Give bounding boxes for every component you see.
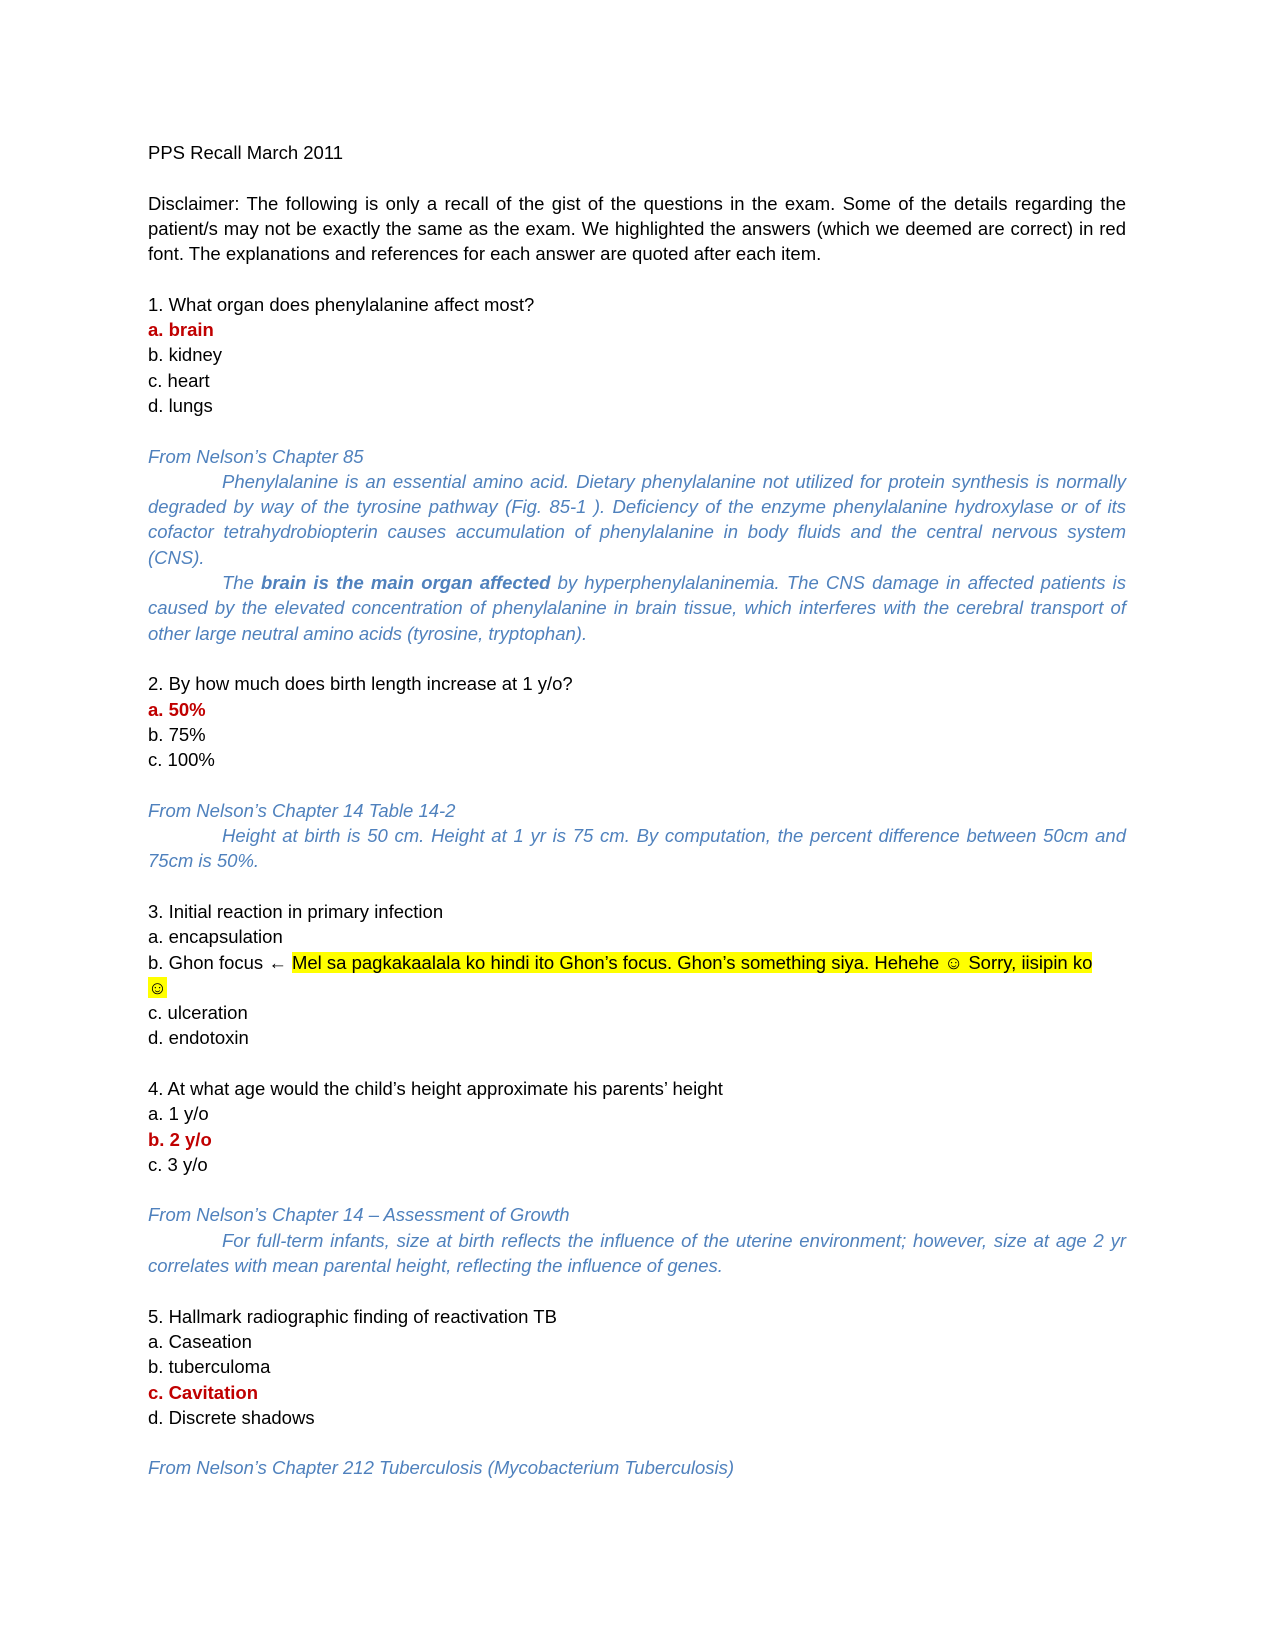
q2-option-c: c. 100% bbox=[148, 749, 215, 771]
q1-explanation-2-bold: brain is the main organ affected bbox=[261, 572, 551, 594]
q2-explanation bbox=[148, 823, 1126, 874]
q1-reference-title: From Nelson’s Chapter 85 bbox=[148, 445, 364, 467]
q5-option-a: a. Caseation bbox=[148, 1330, 252, 1352]
q3-option-b-label: b. Ghon focus bbox=[148, 951, 264, 973]
q4-option-c: c. 3 y/o bbox=[148, 1153, 208, 1175]
q1-option-d: d. lungs bbox=[148, 394, 213, 416]
q5-option-b: b. tuberculoma bbox=[148, 1356, 271, 1378]
q4-explanation-text: For full-term infants, size at birth reflects the influence of the uterine environment; however, size at age 2 yr correlates with mean parental height, reflecting the influence of genes. bbox=[148, 1229, 1126, 1277]
q2-option-a-answer: a. 50% bbox=[148, 698, 206, 720]
question-2: 2. By how much does birth length increase at 1 y/o? bbox=[148, 673, 573, 695]
q2-option-b: b. 75% bbox=[148, 723, 206, 745]
smiley-icon: ☺ bbox=[148, 976, 167, 998]
q5-option-d: d. Discrete shadows bbox=[148, 1406, 315, 1428]
q1-explanation-1 bbox=[148, 469, 1126, 570]
q4-reference-title: From Nelson’s Chapter 14 – Assessment of Growth bbox=[148, 1204, 570, 1226]
question-4: 4. At what age would the child’s height approximate his parents’ height bbox=[148, 1077, 723, 1099]
q4-explanation bbox=[148, 1228, 1126, 1279]
q1-explanation-2 bbox=[148, 570, 1126, 646]
q5-reference-title: From Nelson’s Chapter 212 Tuberculosis (Mycobacterium Tuberculosis) bbox=[148, 1457, 735, 1479]
document-page bbox=[148, 140, 1126, 1481]
q3-highlighted-comment: Mel sa pagkakaalala ko hindi ito Ghon’s focus. Ghon’s something siya. Hehehe ☺ Sorry, iisipin ko bbox=[291, 951, 1093, 973]
q3-option-d: d. endotoxin bbox=[148, 1027, 249, 1049]
q2-explanation-text: Height at birth is 50 cm. Height at 1 yr is 75 cm. By computation, the percent difference between 50cm and 75cm is 50%. bbox=[148, 825, 1126, 872]
q1-option-b: b. kidney bbox=[148, 344, 223, 366]
question-5: 5. Hallmark radiographic finding of reactivation TB bbox=[148, 1305, 557, 1327]
q1-option-c: c. heart bbox=[148, 369, 210, 391]
q4-option-b-answer: b. 2 y/o bbox=[148, 1128, 212, 1150]
document-title: PPS Recall March 2011 bbox=[148, 142, 344, 163]
question-3: 3. Initial reaction in primary infection bbox=[148, 900, 444, 922]
q3-option-b bbox=[148, 950, 1126, 975]
q5-option-c-answer: c. Cavitation bbox=[148, 1381, 258, 1403]
q3-comment-continuation bbox=[148, 975, 1126, 1000]
q2-reference-title: From Nelson’s Chapter 14 Table 14-2 bbox=[148, 799, 456, 821]
q1-explanation-2-pre: The bbox=[222, 572, 262, 594]
left-arrow-icon: ← bbox=[268, 951, 287, 973]
q1-explanation-2-post: by hyperphenylalaninemia. The CNS damage in affected patients is caused by the elevated concentration of phenylalanine in brain tissue, which interferes with the cerebral transport of other large neutral amino acids (tyrosine, tryptophan). bbox=[148, 572, 1126, 644]
question-1: 1. What organ does phenylalanine affect most? bbox=[148, 293, 535, 315]
disclaimer: Disclaimer: The following is only a recall of the gist of the questions in the exam. Some of the details regarding the patient/s may not be exactly the same as the exam. We highlighted the answers (which we deemed are correct) in red font. The explanations and references for each answer are quoted after each item. bbox=[148, 192, 1126, 265]
q1-option-a-answer: a. brain bbox=[148, 319, 214, 341]
q3-option-c: c. ulceration bbox=[148, 1002, 248, 1024]
q1-explanation-1-text: Phenylalanine is an essential amino acid. Dietary phenylalanine not utilized for protein synthesis is normally degraded by way of the tyrosine pathway (Fig. 85-1 ). Deficiency of the enzyme phenylalanine hydroxylase or of its cofactor tetrahydrobiopterin causes accumulation of phenylalanine in body fluids and the central nervous system (CNS). bbox=[148, 470, 1126, 568]
q4-option-a: a. 1 y/o bbox=[148, 1103, 209, 1125]
q3-option-a: a. encapsulation bbox=[148, 926, 283, 948]
